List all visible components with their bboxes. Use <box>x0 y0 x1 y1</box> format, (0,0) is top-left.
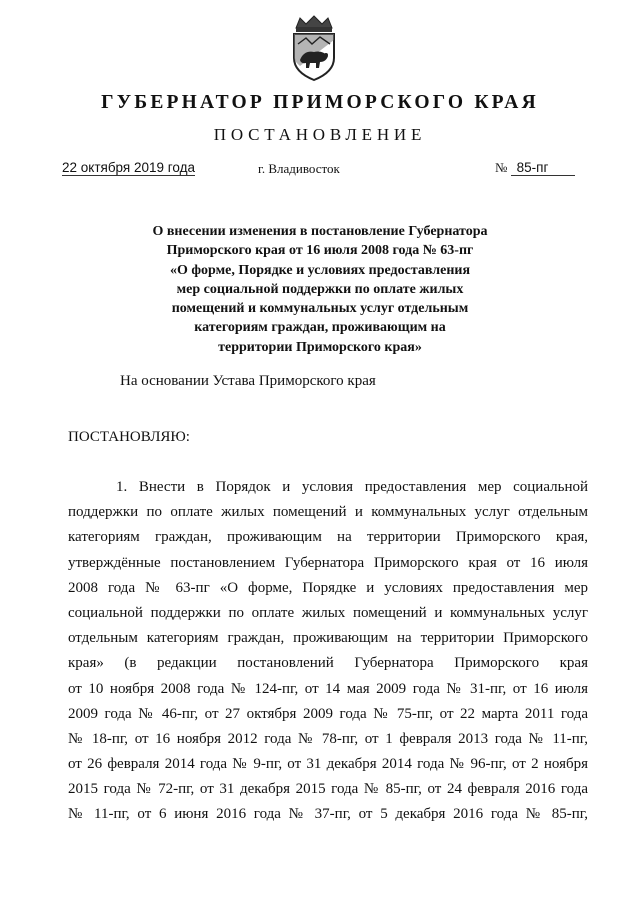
subject-line: мер социальной поддержки по оплате жилых <box>176 281 464 297</box>
legal-basis: На основании Устава Приморского края <box>120 373 376 389</box>
subject-line: помещений и коммунальных услуг отдельным <box>171 301 469 317</box>
paragraph-line: № 18-пг, от 16 ноября 2012 года № 78-пг, от 1 февраля 2013 года № 11-пг, <box>68 730 588 747</box>
document-type: ПОСТАНОВЛЕНИЕ <box>213 125 427 144</box>
paragraph-line: социальной поддержки по оплате жилых помещений и коммунальных услуг <box>68 604 588 621</box>
paragraph-line: 1. Внести в Порядок и условия предоставления мер социальной <box>116 479 588 495</box>
paragraph-line: утверждённые постановлением Губернатора Приморского края от 16 июля <box>68 554 588 571</box>
decree-number-value: 85-пг <box>511 160 575 176</box>
decree-number <box>495 160 575 176</box>
paragraph-line: края» (в редакции постановлений Губернатора Приморского края <box>68 655 588 672</box>
paragraph-line: № 11-пг, от 6 июня 2016 года № 37-пг, от 5 декабря 2016 года № 85-пг, <box>68 806 588 823</box>
paragraph-line: 2008 года № 63-пг «О форме, Порядке и условиях предоставления мер <box>68 579 588 596</box>
decree-date <box>62 160 195 176</box>
subject-line: территории Приморского края» <box>218 339 422 355</box>
subject-line: категориям граждан, проживающим на <box>194 320 446 336</box>
decree-subject <box>130 222 510 357</box>
decree-date-value: 22 октября 2019 года <box>62 160 195 175</box>
decree-number-prefix: № <box>495 160 508 175</box>
paragraph-line: отдельным категориям граждан, проживающим на территории Приморского <box>68 630 588 647</box>
paragraph-line: 2009 года № 46-пг, от 27 октября 2009 года № 75-пг, от 22 марта 2011 года <box>68 705 588 722</box>
coat-of-arms-icon <box>286 14 342 82</box>
authority-title: ГУБЕРНАТОР ПРИМОРСКОГО КРАЯ <box>101 92 539 113</box>
paragraph-line: от 10 ноября 2008 года № 124-пг, от 14 мая 2009 года № 31-пг, от 16 июля <box>68 680 588 697</box>
paragraph-1 <box>68 475 588 828</box>
subject-line: О внесении изменения в постановление Губернатора <box>152 224 488 239</box>
subject-line: «О форме, Порядке и условиях предоставления <box>169 262 471 278</box>
subject-line: Приморского края от 16 июля 2008 года № 63-пг <box>166 243 474 259</box>
paragraph-line: 2015 года № 72-пг, от 31 декабря 2015 года № 85-пг, от 24 февраля 2016 года <box>68 781 588 798</box>
paragraph-line: от 26 февраля 2014 года № 9-пг, от 31 декабря 2014 года № 96-пг, от 2 ноября <box>68 756 588 773</box>
paragraph-line: поддержки по оплате жилых помещений и коммунальных услуг отдельным <box>68 504 588 521</box>
paragraph-line: категориям граждан, проживающим на территории Приморского края, <box>68 529 588 546</box>
resolves-heading: ПОСТАНОВЛЯЮ: <box>68 429 190 445</box>
decree-city: г. Владивосток <box>258 161 340 176</box>
